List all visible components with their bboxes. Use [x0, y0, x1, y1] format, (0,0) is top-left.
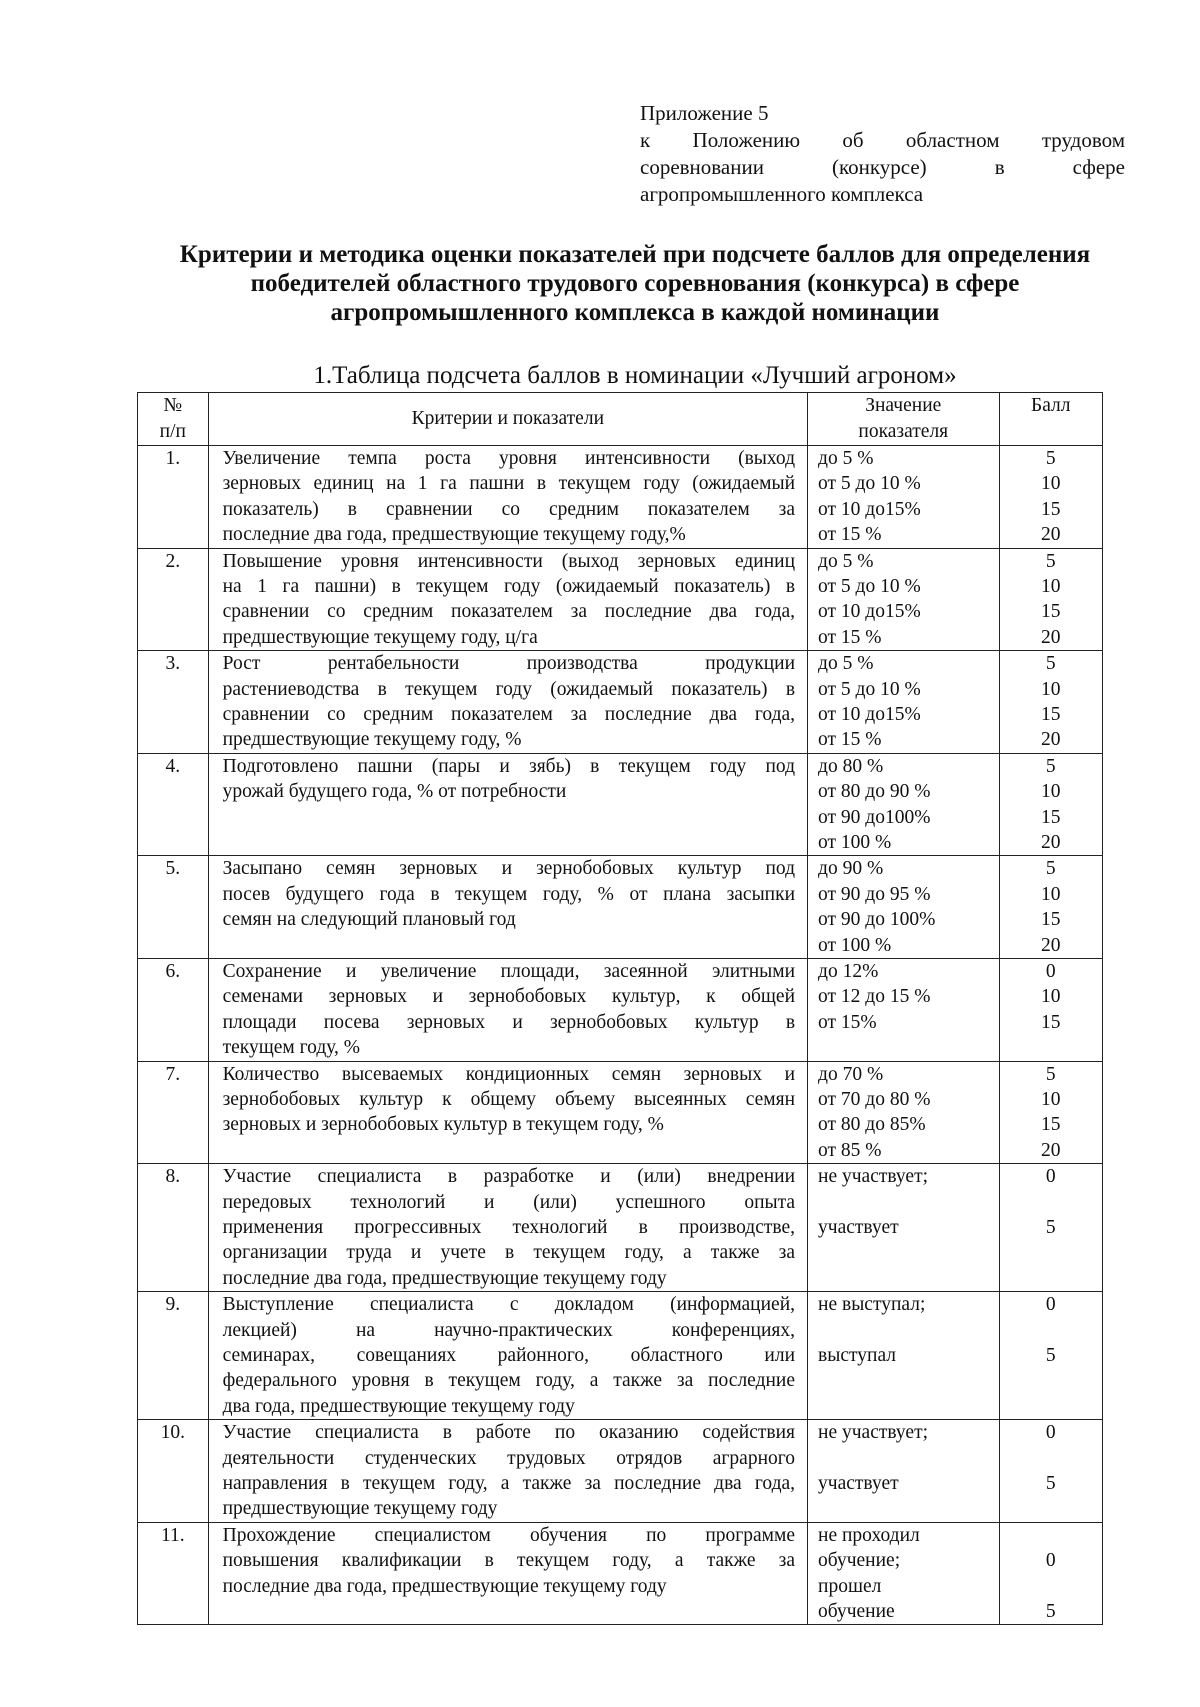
table-row: [138, 446, 1103, 549]
score-value: [1000, 1318, 1103, 1343]
row-values: [808, 446, 999, 549]
score-value: 10: [1041, 576, 1061, 598]
row-number: 2.: [138, 548, 209, 651]
score-value: 15: [1041, 1114, 1061, 1136]
score-value: 5: [1045, 1473, 1056, 1495]
criteria-line: Повышение уровня интенсивности (выход зерновых единиц: [222, 550, 796, 572]
criteria-line: Участие специалиста в разработке и (или) внедрении: [222, 1166, 796, 1188]
indicator-value: [818, 1318, 998, 1343]
criteria-line: растениеводства в текущем году (ожидаемый показатель) в: [222, 678, 796, 700]
header-value: [808, 393, 999, 446]
indicator-value: до 5 %: [818, 550, 874, 572]
document-title: [130, 240, 1140, 327]
row-number: 9.: [138, 1292, 209, 1420]
score-value: 5: [1045, 755, 1056, 777]
score-value: 20: [1041, 729, 1061, 751]
appendix-header: [640, 100, 1125, 208]
header-value-line: показателя: [858, 421, 949, 442]
criteria-line: Прохождение специалистом обучения по программе: [222, 1524, 796, 1546]
scoring-table: [137, 392, 1103, 1625]
row-values: [808, 651, 999, 754]
score-value: 0: [1045, 1550, 1056, 1572]
appendix-line: Приложение 5: [640, 101, 769, 125]
criteria-line: предшествующие текущему году, ц/га: [222, 626, 538, 648]
header-criteria: Критерии и показатели: [208, 393, 807, 446]
table-row: [138, 1061, 1103, 1164]
appendix-line: к Положению об областном трудовом: [640, 128, 1125, 152]
indicator-value: от 90 до 95 %: [818, 883, 931, 905]
score-value: 10: [1041, 1089, 1061, 1111]
appendix-line: соревновании (конкурсе) в сфере: [640, 155, 1125, 179]
row-scores: [999, 548, 1103, 651]
indicator-value: от 5 до 10 %: [818, 678, 921, 700]
indicator-value: до 5 %: [818, 653, 874, 675]
row-number: 1.: [138, 446, 209, 549]
row-number: 5.: [138, 856, 209, 959]
score-value: 10: [1041, 678, 1061, 700]
row-scores: [999, 446, 1103, 549]
indicator-value: от 90 до100%: [818, 806, 931, 828]
score-value: 15: [1041, 601, 1061, 623]
table-caption: 1.Таблица подсчета баллов в номинации «Лучший агроном»: [313, 362, 957, 389]
indicator-value: от 10 до15%: [818, 601, 921, 623]
score-value: 20: [1041, 626, 1061, 648]
row-criteria: [208, 753, 807, 856]
row-values: [808, 856, 999, 959]
indicator-value: от 100 %: [818, 832, 892, 854]
criteria-line: сравнении со средним показателем за последние два года,: [222, 601, 796, 623]
indicator-value: от 80 до 85%: [818, 1114, 926, 1136]
criteria-line: Рост рентабельности производства продукции: [222, 653, 796, 675]
indicator-value: выступал: [818, 1345, 897, 1366]
score-value: 15: [1041, 806, 1061, 828]
row-number: 3.: [138, 651, 209, 754]
score-value: 20: [1041, 832, 1061, 854]
row-scores: [999, 1292, 1103, 1420]
score-value: 0: [1045, 961, 1056, 982]
indicator-value: от 15 %: [818, 524, 882, 546]
indicator-value: до 70 %: [818, 1063, 884, 1085]
score-value: 10: [1041, 473, 1061, 495]
score-value: [1000, 1368, 1103, 1393]
score-value: 20: [1041, 1139, 1061, 1161]
indicator-value: [818, 1190, 998, 1215]
row-scores: [999, 1420, 1103, 1523]
row-number: 11.: [138, 1522, 209, 1625]
indicator-value: от 85 %: [818, 1139, 882, 1161]
indicator-value: от 12 до 15 %: [818, 986, 931, 1008]
table-row: [138, 651, 1103, 754]
table-row: [138, 1522, 1103, 1625]
indicator-value: обучение: [818, 1601, 895, 1623]
criteria-line: последние два года, предшествующие текущему году: [222, 1267, 667, 1289]
indicator-value: не выступал;: [818, 1294, 926, 1316]
criteria-line: семян на следующий плановый год: [222, 909, 516, 931]
indicator-value: до 80 %: [818, 755, 884, 777]
indicator-value: от 15 %: [818, 626, 882, 648]
score-value: 0: [1045, 1422, 1056, 1444]
header-value-line: Значение: [865, 395, 942, 416]
indicator-value: от 15%: [818, 1011, 877, 1033]
score-value: 5: [1045, 1345, 1056, 1366]
criteria-line: Увеличение темпа роста уровня интенсивности (выход: [222, 448, 796, 469]
score-value: 10: [1041, 883, 1061, 905]
indicator-value: от 10 до15%: [818, 498, 921, 520]
row-criteria: [208, 1522, 807, 1625]
indicator-value: до 90 %: [818, 858, 884, 880]
score-value: 15: [1041, 1011, 1061, 1033]
row-number: 4.: [138, 753, 209, 856]
row-values: [808, 959, 999, 1062]
criteria-line: на 1 га пашни) в текущем году (ожидаемый показатель) в: [222, 576, 796, 598]
indicator-value: [818, 1266, 998, 1291]
criteria-line: текущем году, %: [222, 1037, 361, 1059]
score-value: [1000, 1240, 1103, 1265]
criteria-line: два года, предшествующие текущему году: [222, 1395, 575, 1417]
score-value: 5: [1045, 1063, 1056, 1085]
criteria-line: передовых технологий и (или) успешного опыта: [222, 1191, 796, 1213]
row-values: [808, 548, 999, 651]
indicator-value: не участвует;: [818, 1166, 929, 1188]
indicator-value: от 70 до 80 %: [818, 1089, 931, 1111]
appendix-line: агропромышленного комплекса: [640, 182, 924, 206]
row-scores: [999, 651, 1103, 754]
indicator-value: от 5 до 10 %: [818, 576, 921, 598]
indicator-value: от 90 до 100%: [818, 909, 936, 931]
row-criteria: [208, 1420, 807, 1523]
score-value: 15: [1041, 498, 1061, 520]
score-value: 5: [1045, 550, 1056, 572]
indicator-value: [818, 1394, 998, 1419]
score-value: [1000, 1035, 1103, 1060]
indicator-value: от 100 %: [818, 934, 892, 956]
score-value: 10: [1041, 781, 1061, 803]
indicator-value: обучение;: [818, 1550, 901, 1572]
score-value: [1000, 1496, 1103, 1521]
criteria-line: направления в текущем году, а также за последние два года,: [222, 1473, 796, 1495]
indicator-value: прошел: [818, 1575, 882, 1597]
score-value: 5: [1045, 1601, 1056, 1623]
header-number-line: №: [163, 395, 183, 416]
table-row: [138, 856, 1103, 959]
table-row: [138, 959, 1103, 1062]
row-values: [808, 753, 999, 856]
score-value: [1000, 1190, 1103, 1215]
row-criteria: [208, 1292, 807, 1420]
score-value: [1000, 1574, 1103, 1599]
row-number: 8.: [138, 1164, 209, 1292]
header-score: Балл: [999, 393, 1103, 446]
score-value: 5: [1045, 1216, 1056, 1238]
row-number: 6.: [138, 959, 209, 1062]
row-number: 10.: [138, 1420, 209, 1523]
row-criteria: [208, 651, 807, 754]
score-value: 0: [1045, 1294, 1056, 1316]
title-line: Критерии и методика оценки показателей при подсчете баллов для определения: [179, 241, 1091, 268]
criteria-line: деятельности студенческих трудовых отрядов аграрного: [222, 1447, 796, 1469]
row-criteria: [208, 548, 807, 651]
criteria-line: площади посева зерновых и зернобобовых культур в: [222, 1011, 796, 1033]
indicator-value: от 80 до 90 %: [818, 781, 931, 803]
criteria-line: семинарах, совещаниях районного, областного или: [222, 1345, 796, 1367]
row-criteria: [208, 1164, 807, 1292]
indicator-value: от 15 %: [818, 729, 882, 751]
score-value: 15: [1041, 704, 1061, 726]
indicator-value: до 12%: [818, 961, 879, 982]
score-value: [1000, 1446, 1103, 1471]
indicator-value: от 5 до 10 %: [818, 473, 921, 495]
criteria-line: урожай будущего года, % от потребности: [222, 781, 567, 803]
header-number-line: п/п: [159, 421, 186, 442]
criteria-line: зерновых и зернобобовых культур в текущем году, %: [222, 1114, 664, 1136]
table-row: [138, 1164, 1103, 1292]
row-scores: [999, 753, 1103, 856]
indicator-value: [818, 1368, 998, 1393]
criteria-line: Количество высеваемых кондиционных семян зерновых и: [222, 1063, 796, 1085]
indicator-value: [818, 1496, 998, 1521]
indicator-value: [818, 1446, 998, 1471]
criteria-line: посев будущего года в текущем году, % от плана засыпки: [222, 883, 796, 905]
score-value: 0: [1045, 1166, 1056, 1188]
score-value: 5: [1045, 858, 1056, 880]
table-row: [138, 1292, 1103, 1420]
criteria-line: применения прогрессивных технологий в производстве,: [222, 1217, 796, 1238]
table-header-row: [138, 393, 1103, 446]
criteria-line: последние два года, предшествующие текущему году: [222, 1575, 667, 1597]
row-values: [808, 1420, 999, 1523]
row-scores: [999, 856, 1103, 959]
row-criteria: [208, 856, 807, 959]
indicator-value: участвует: [818, 1216, 899, 1238]
criteria-line: повышения квалификации в текущем году, а также за: [222, 1550, 796, 1572]
row-scores: [999, 1522, 1103, 1625]
score-value: 20: [1041, 934, 1061, 956]
criteria-line: организации труда и учете в текущем году, а также за: [222, 1242, 796, 1264]
table-row: [138, 548, 1103, 651]
indicator-value: не проходил: [818, 1524, 920, 1546]
table-row: [138, 1420, 1103, 1523]
title-line: победителей областного трудового соревнования (конкурса) в сфере: [250, 270, 1020, 297]
indicator-value: [818, 1240, 998, 1265]
criteria-line: Выступление специалиста с докладом (информацией,: [222, 1294, 796, 1316]
criteria-line: зерновых единиц на 1 га пашни в текущем году (ожидаемый: [222, 473, 796, 495]
title-line: агропромышленного комплекса в каждой номинации: [330, 299, 940, 326]
criteria-line: Засыпано семян зерновых и зернобобовых культур под: [222, 858, 796, 880]
score-value: 5: [1045, 653, 1056, 675]
indicator-value: до 5 %: [818, 448, 874, 469]
criteria-line: Подготовлено пашни (пары и зябь) в текущем году под: [222, 755, 796, 777]
score-value: 20: [1041, 524, 1061, 546]
row-number: 7.: [138, 1061, 209, 1164]
table-row: [138, 753, 1103, 856]
row-scores: [999, 959, 1103, 1062]
row-values: [808, 1522, 999, 1625]
header-number: [138, 393, 209, 446]
criteria-line: предшествующие текущему году: [222, 1498, 498, 1520]
criteria-line: последние два года, предшествующие текущему году,%: [222, 524, 686, 546]
score-value: 10: [1041, 986, 1061, 1008]
row-scores: [999, 1061, 1103, 1164]
row-criteria: [208, 1061, 807, 1164]
row-criteria: [208, 446, 807, 549]
row-values: [808, 1292, 999, 1420]
criteria-line: семенами зерновых и зернобобовых культур, к общей: [222, 986, 796, 1008]
criteria-line: лекцией) на научно-практических конференциях,: [222, 1319, 796, 1341]
score-value: 5: [1045, 448, 1056, 469]
indicator-value: от 10 до15%: [818, 704, 921, 726]
criteria-line: Сохранение и увеличение площади, засеянной элитными: [222, 961, 796, 982]
indicator-value: участвует: [818, 1473, 899, 1495]
criteria-line: показатель) в сравнении со средним показателем за: [222, 498, 796, 520]
row-criteria: [208, 959, 807, 1062]
criteria-line: Участие специалиста в работе по оказанию содействия: [222, 1422, 796, 1444]
criteria-line: федерального уровня в текущем году, а также за последние: [222, 1370, 796, 1392]
score-value: [1000, 1394, 1103, 1419]
criteria-line: зернобобовых культур к общему объему высеянных семян: [222, 1089, 796, 1111]
score-value: [1000, 1523, 1103, 1548]
criteria-line: предшествующие текущему году, %: [222, 729, 522, 751]
score-value: [1000, 1266, 1103, 1291]
score-value: 15: [1041, 909, 1061, 931]
indicator-value: [818, 1035, 998, 1060]
row-values: [808, 1061, 999, 1164]
criteria-line: сравнении со средним показателем за последние два года,: [222, 704, 796, 726]
indicator-value: не участвует;: [818, 1422, 929, 1444]
row-values: [808, 1164, 999, 1292]
row-scores: [999, 1164, 1103, 1292]
